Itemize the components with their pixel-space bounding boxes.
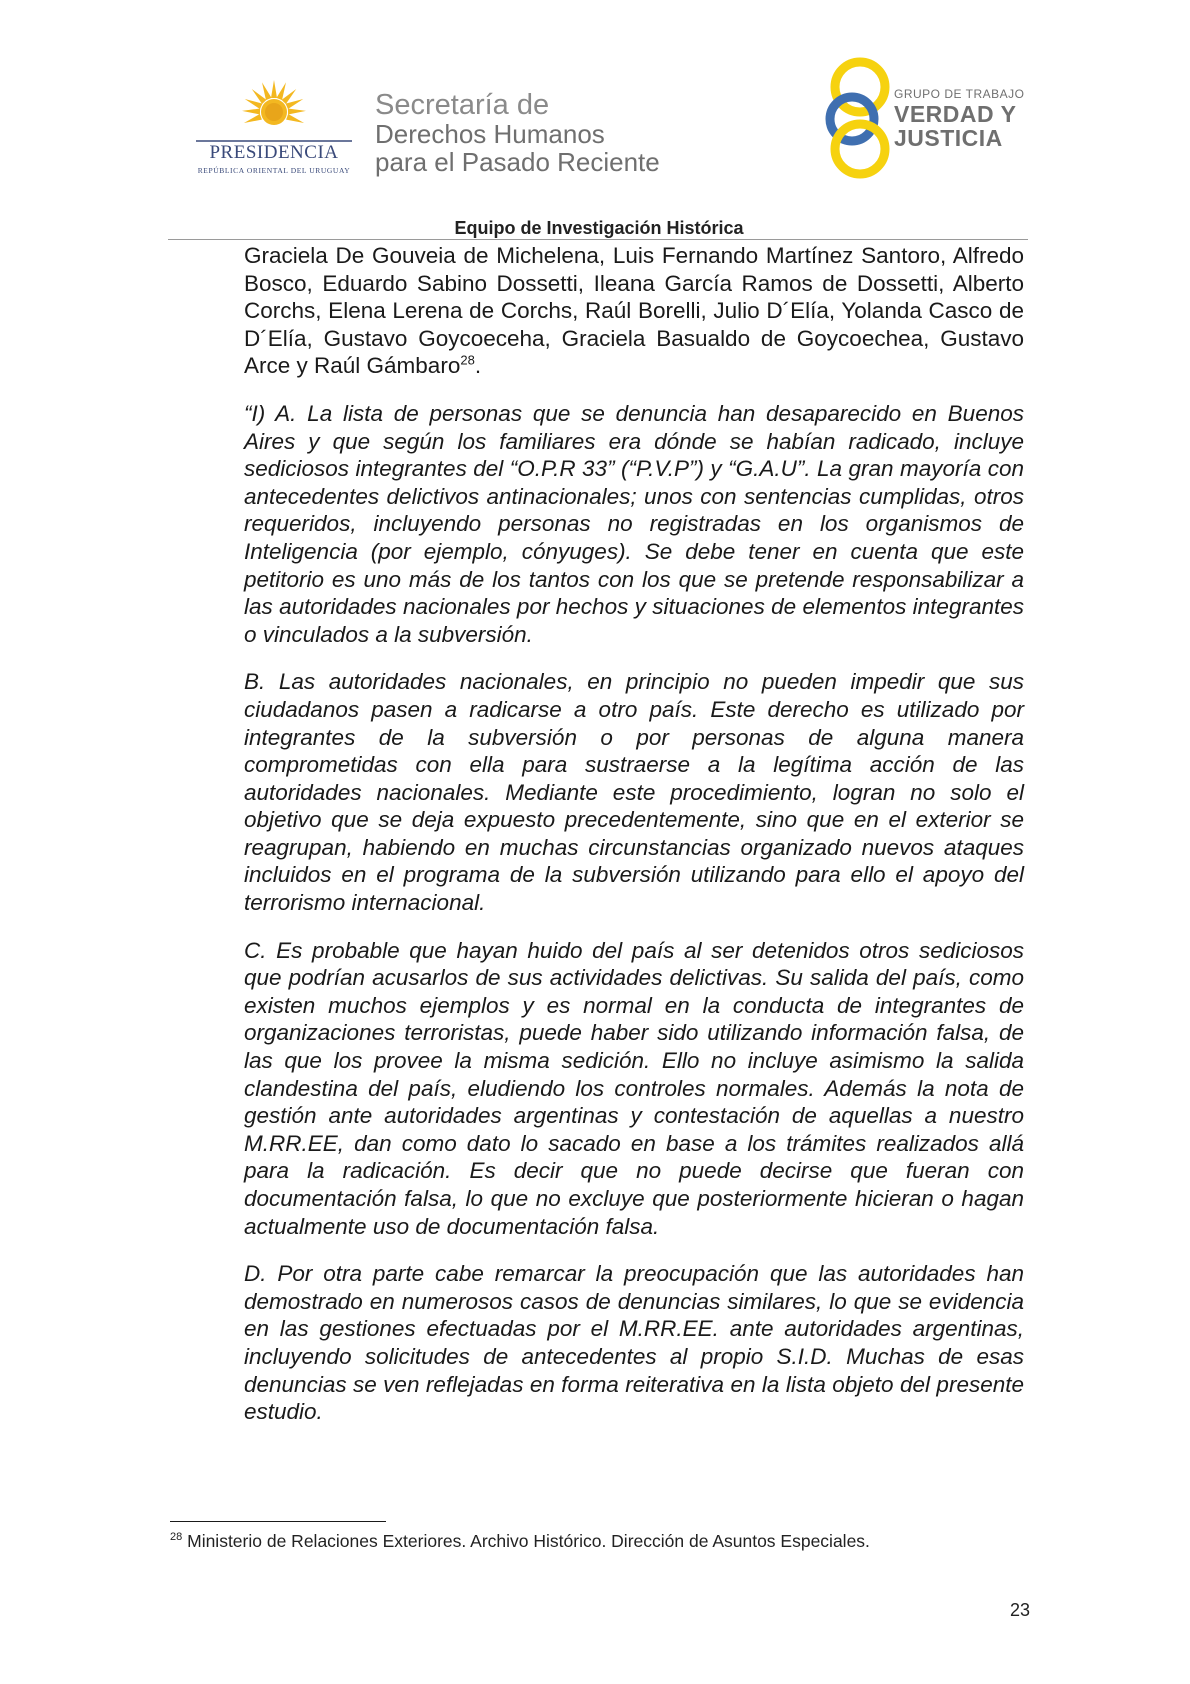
secretaria-logo-text	[375, 90, 715, 176]
presidencia-logo	[194, 78, 354, 178]
header-divider	[168, 239, 1028, 240]
section-title: Equipo de Investigación Histórica	[454, 218, 744, 238]
secretaria-line-2: Derechos Humanos	[375, 119, 605, 149]
presidencia-subtitle: REPÚBLICA ORIENTAL DEL URUGUAY	[197, 166, 351, 175]
intro-paragraph	[244, 242, 1024, 380]
page-header	[0, 0, 1190, 200]
rings-icon	[820, 55, 900, 180]
footnote-number: 28	[170, 1531, 183, 1544]
verdad-justicia-subtitle: GRUPO DE TRABAJO	[894, 87, 1025, 101]
verdad-justicia-logo	[820, 55, 1040, 185]
verdad-justicia-line-2: JUSTICIA	[894, 125, 1003, 151]
secretaria-line-3: para el Pasado Reciente	[375, 147, 660, 177]
verdad-justicia-line-1: VERDAD Y	[894, 101, 1017, 127]
intro-end: .	[474, 353, 482, 379]
secretaria-line-1: Secretaría de	[375, 89, 550, 121]
document-body	[244, 242, 1024, 1426]
presidencia-name: PRESIDENCIA	[209, 142, 339, 163]
footnote-divider	[170, 1521, 386, 1522]
sun-icon	[234, 78, 314, 138]
paragraph-b: B. Las autoridades nacionales, en principio no pueden impedir que sus ciudadanos pasen a radicarse a otro país. Este derecho es utilizado por integrantes de la subversión o por personas de alguna manera comprometidas con ella para sustraerse a la legítima acción de las autoridades nacionales. Mediante este procedimiento, logran no solo el objetivo que se deja expuesto precedentemente, sino que en el exterior se reagrupan, habiendo en muchas circunstancias organizado nuevos ataques incluidos en el programa de la subversión utilizando para ello el apoyo del terrorismo internacional.	[244, 669, 1024, 916]
page-number: 23	[1009, 1600, 1030, 1620]
paragraph-a: “I) A. La lista de personas que se denuncia han desaparecido en Buenos Aires y que según los familiares era dónde se habían radicado, incluye sediciosos integrantes del “O.P.R 33” (“P.V.P”) y “G.A.U”. La gran mayoría con antecedentes delictivos antinacionales; unos con sentencias cumplidas, otros requeridos, incluyendo personas no registradas en los organismos de Inteligencia (por ejemplo, cónyuges). Se debe tener en cuenta que este petitorio es uno más de los tantos con los que se pretende responsabilizar a las autoridades nacionales por hechos y situaciones de elementos integrantes o vinculados a la subversión.	[244, 400, 1024, 647]
footnote-reference: 28	[460, 352, 475, 368]
footnote	[170, 1531, 1070, 1552]
footnote-text: Ministerio de Relaciones Exteriores. Archivo Histórico. Dirección de Asuntos Especiales.	[182, 1531, 870, 1551]
paragraph-d: D. Por otra parte cabe remarcar la preocupación que las autoridades han demostrado en numerosos casos de denuncias similares, lo que se evidencia en las gestiones efectuadas por el M.RR.EE. ante autoridades argentinas, incluyendo solicitudes de antecedentes al propio S.I.D. Muchas de esas denuncias se ven reflejadas en forma reiterativa en la lista objeto del presente estudio.	[244, 1261, 1024, 1425]
paragraph-c: C. Es probable que hayan huido del país al ser detenidos otros sediciosos que podrían acusarlos de sus actividades delictivas. Su salida del país, como existen muchos ejemplos y es normal en la conducta de integrantes de organizaciones terroristas, puede haber sido utilizando información falsa, de las que los provee la misma sedición. Ello no incluye asimismo la salida clandestina del país, eludiendo los controles normales. Además la nota de gestión ante autoridades argentinas y contestación de aquellas a nuestro M.RR.EE, dan como dato lo sacado en base a los trámites realizados allá para la radicación. Es decir que no puede decirse que fueran con documentación falsa, lo que no excluye que posteriormente hicieran o hagan actualmente uso de documentación falsa.	[244, 937, 1024, 1239]
intro-text: Graciela De Gouveia de Michelena, Luis Fernando Martínez Santoro, Alfredo Bosco, Eduardo Sabino Dossetti, Ileana García Ramos de Dossetti, Alberto Corchs, Elena Lerena de Corchs, Raúl Borelli, Julio D´Elía, Yolanda Casco de D´Elía, Gustavo Goycoeceha, Graciela Basualdo de Goycoechea, Gustavo Arce y Raúl Gámbaro	[244, 243, 1024, 379]
